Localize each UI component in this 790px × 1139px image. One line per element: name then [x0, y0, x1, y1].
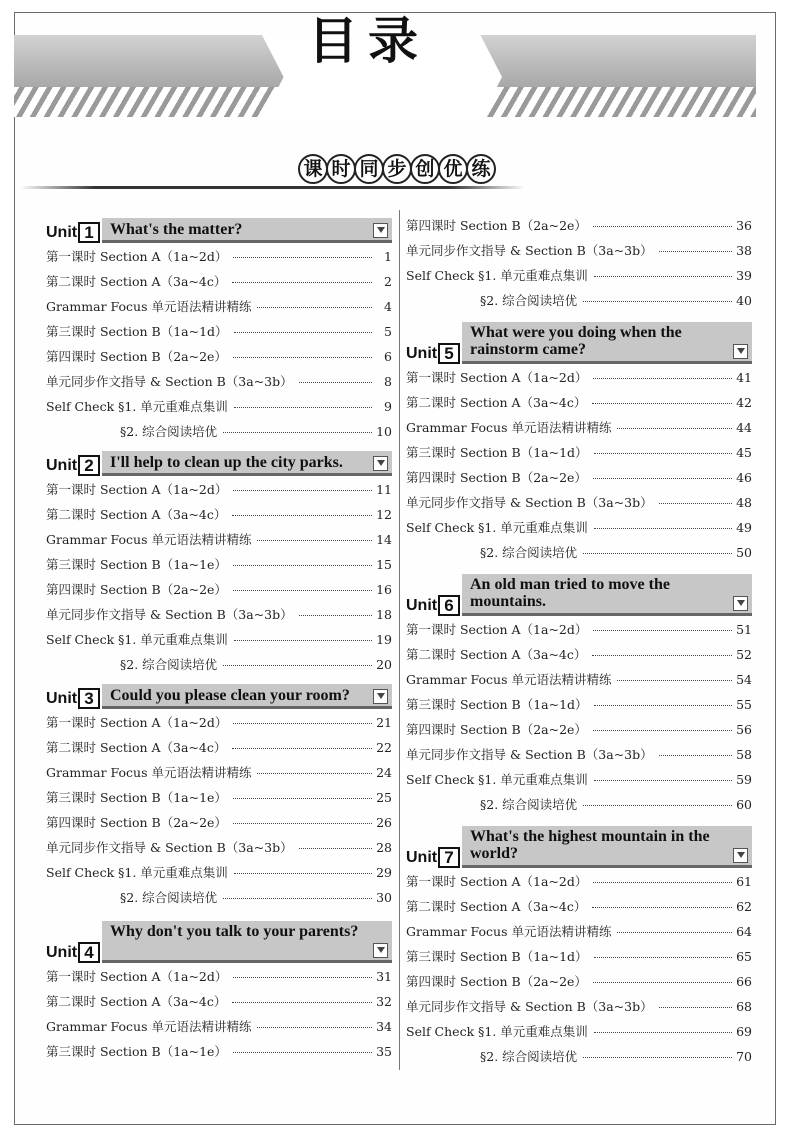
dot-leader [593, 478, 732, 479]
toc-entry[interactable] [46, 272, 392, 297]
toc-left-column [46, 218, 392, 1067]
toc-entry[interactable] [406, 872, 752, 897]
toc-page-number: 6 [384, 349, 392, 364]
toc-page-number: 14 [376, 532, 392, 547]
dot-leader [257, 773, 372, 774]
subtitle-char: 课 [298, 154, 328, 184]
toc-page-number: 61 [736, 874, 752, 889]
toc-entry-label: 第四课时 Section B（2a~2e） [46, 582, 227, 597]
dot-leader [233, 823, 372, 824]
unit-number-badge: 2 [78, 455, 100, 476]
toc-entry-label: 第二课时 Section A（3a~4c） [46, 507, 227, 522]
unit-header[interactable] [46, 218, 392, 243]
toc-entry[interactable] [406, 897, 752, 922]
dot-leader [233, 257, 372, 258]
dot-leader [233, 1052, 372, 1053]
toc-entry[interactable] [46, 580, 392, 605]
subtitle-char: 时 [326, 154, 356, 184]
toc-entry-label: Grammar Focus 单元语法精讲精练 [406, 924, 612, 939]
expand-icon[interactable] [373, 943, 388, 958]
toc-page-number: 68 [736, 999, 752, 1014]
unit-section [46, 921, 392, 1067]
dot-leader [234, 640, 372, 641]
subtitle-char: 创 [410, 154, 440, 184]
toc-page-number: 9 [384, 399, 392, 414]
toc-entry-label: 第二课时 Section A（3a~4c） [46, 274, 227, 289]
unit-title: Why don't you talk to your parents? [110, 923, 359, 940]
toc-page-number: 59 [736, 772, 752, 787]
toc-entry[interactable] [406, 393, 752, 418]
toc-entry-label: 第二课时 Section A（3a~4c） [46, 994, 227, 1009]
expand-icon[interactable] [733, 848, 748, 863]
toc-entry-label: §2. 综合阅读培优 [480, 293, 578, 308]
toc-entry[interactable] [406, 266, 752, 291]
toc-entry[interactable] [46, 347, 392, 372]
toc-entry-label: §2. 综合阅读培优 [480, 545, 578, 560]
toc-entry[interactable] [406, 770, 752, 795]
unit-section [46, 451, 392, 680]
dot-leader [232, 1002, 372, 1003]
toc-page-number: 10 [376, 424, 392, 439]
toc-entry-label: 第四课时 Section B（2a~2e） [406, 974, 587, 989]
toc-page-number: 62 [736, 899, 752, 914]
dot-leader [233, 723, 372, 724]
toc-entry[interactable] [406, 1047, 752, 1072]
toc-entry[interactable] [46, 422, 392, 447]
unit-section [46, 218, 392, 447]
toc-entry-label: 第一课时 Section A（1a~2d） [46, 249, 228, 264]
toc-page-number: 38 [736, 243, 752, 258]
toc-page-number: 11 [376, 482, 392, 497]
unit-section [406, 826, 752, 1072]
dot-leader [659, 251, 732, 252]
toc-entry[interactable] [46, 397, 392, 422]
toc-entry[interactable] [406, 291, 752, 316]
dot-leader [257, 307, 372, 308]
toc-entry[interactable] [406, 443, 752, 468]
unit-number-badge: 1 [78, 222, 100, 243]
toc-entry[interactable] [46, 530, 392, 555]
dot-leader [593, 378, 732, 379]
toc-page-number: 49 [736, 520, 752, 535]
unit-header[interactable] [46, 451, 392, 476]
toc-entry-label: §2. 综合阅读培优 [120, 890, 218, 905]
toc-entry-label: 第二课时 Section A（3a~4c） [406, 395, 587, 410]
toc-entry[interactable] [406, 216, 752, 241]
page-title: 目录 [308, 12, 428, 70]
dot-leader [232, 282, 372, 283]
dot-leader [223, 665, 372, 666]
toc-entry-label: 第四课时 Section B（2a~2e） [46, 815, 227, 830]
subtitle-char: 练 [466, 154, 496, 184]
toc-entry[interactable] [406, 645, 752, 670]
subtitle-char: 同 [354, 154, 384, 184]
toc-page-number: 54 [736, 672, 752, 687]
toc-page-number: 25 [376, 790, 392, 805]
toc-page-number: 45 [736, 445, 752, 460]
toc-page-number: 5 [384, 324, 392, 339]
unit-continuation [406, 216, 752, 316]
dot-leader [593, 630, 732, 631]
dot-leader [257, 540, 372, 541]
toc-page-number: 36 [736, 218, 752, 233]
toc-entry-label: Self Check §1. 单元重难点集训 [406, 772, 588, 787]
dot-leader [299, 615, 372, 616]
toc-page-number: 32 [376, 994, 392, 1009]
toc-entry-label: 单元同步作文指导 & Section B（3a~3b） [46, 840, 293, 855]
toc-page-number: 28 [376, 840, 392, 855]
toc-entry[interactable] [406, 620, 752, 645]
unit-title: What's the matter? [110, 221, 243, 238]
toc-page-number: 58 [736, 747, 752, 762]
toc-entry[interactable] [46, 630, 392, 655]
toc-entry-label: 第三课时 Section B（1a~1d） [406, 445, 588, 460]
toc-entry-label: 单元同步作文指导 & Section B（3a~3b） [46, 374, 293, 389]
toc-entry-label: §2. 综合阅读培优 [120, 657, 218, 672]
toc-entry[interactable] [46, 813, 392, 838]
dot-leader [583, 301, 732, 302]
toc-entry[interactable] [46, 555, 392, 580]
toc-entry[interactable] [46, 372, 392, 397]
toc-entry[interactable] [46, 605, 392, 630]
dot-leader [593, 982, 732, 983]
toc-entry[interactable] [46, 863, 392, 888]
toc-page-number: 16 [376, 582, 392, 597]
toc-entry-label: 第一课时 Section A（1a~2d） [406, 874, 588, 889]
toc-entry-label: §2. 综合阅读培优 [480, 797, 578, 812]
unit-header[interactable] [406, 574, 752, 616]
unit-title-bar [102, 218, 392, 243]
toc-page-number: 35 [376, 1044, 392, 1059]
toc-page-number: 22 [376, 740, 392, 755]
toc-page-number: 20 [376, 657, 392, 672]
dot-leader [594, 453, 732, 454]
unit-title-bar [102, 921, 392, 963]
unit-label: Unit [46, 457, 78, 474]
dot-leader [233, 798, 372, 799]
toc-entry[interactable] [406, 241, 752, 266]
dot-leader [234, 332, 372, 333]
toc-entry-label: 第一课时 Section A（1a~2d） [406, 622, 588, 637]
toc-entry[interactable] [406, 720, 752, 745]
unit-number-badge: 5 [438, 343, 460, 364]
dot-leader [593, 226, 732, 227]
dot-leader [257, 1027, 372, 1028]
toc-page-number: 2 [384, 274, 392, 289]
toc-entry[interactable] [406, 997, 752, 1022]
toc-entry-label: 第三课时 Section B（1a~1d） [406, 697, 588, 712]
toc-right-column [406, 216, 752, 1072]
toc-page-number: 44 [736, 420, 752, 435]
toc-entry-label: 第三课时 Section B（1a~1e） [46, 790, 227, 805]
toc-page-number: 39 [736, 268, 752, 283]
toc-entry[interactable] [46, 763, 392, 788]
toc-entry[interactable] [46, 322, 392, 347]
toc-entry-label: Self Check §1. 单元重难点集训 [406, 268, 588, 283]
toc-page-number: 60 [736, 797, 752, 812]
toc-entry-label: 第三课时 Section B（1a~1d） [46, 324, 228, 339]
toc-entry-label: Grammar Focus 单元语法精讲精练 [46, 1019, 252, 1034]
dot-leader [583, 805, 732, 806]
toc-entry[interactable] [46, 738, 392, 763]
dot-leader [299, 848, 372, 849]
dot-leader [594, 528, 732, 529]
toc-entry-label: Grammar Focus 单元语法精讲精练 [46, 299, 252, 314]
toc-entry[interactable] [406, 418, 752, 443]
toc-entry-label: §2. 综合阅读培优 [480, 1049, 578, 1064]
toc-entry-label: 单元同步作文指导 & Section B（3a~3b） [406, 747, 653, 762]
dot-leader [617, 932, 732, 933]
unit-title-bar [102, 684, 392, 709]
toc-entry[interactable] [406, 795, 752, 820]
toc-entry-label: 第三课时 Section B（1a~1e） [46, 557, 227, 572]
toc-entry-label: 第一课时 Section A（1a~2d） [46, 715, 228, 730]
dot-leader [233, 565, 372, 566]
toc-page-number: 66 [736, 974, 752, 989]
section-subtitle [298, 154, 494, 194]
dot-leader [594, 1032, 732, 1033]
expand-icon[interactable] [733, 344, 748, 359]
dot-leader [594, 780, 732, 781]
unit-label: Unit [406, 597, 438, 614]
toc-entry-label: 第二课时 Section A（3a~4c） [406, 899, 587, 914]
unit-number-badge: 7 [438, 847, 460, 868]
toc-entry-label: 第四课时 Section B（2a~2e） [406, 218, 587, 233]
toc-entry[interactable] [46, 992, 392, 1017]
toc-entry-label: 第二课时 Section A（3a~4c） [46, 740, 227, 755]
toc-entry-label: 单元同步作文指导 & Section B（3a~3b） [406, 243, 653, 258]
toc-page-number: 70 [736, 1049, 752, 1064]
toc-page-number: 18 [376, 607, 392, 622]
dot-leader [592, 907, 732, 908]
toc-page-number: 29 [376, 865, 392, 880]
toc-page-number: 48 [736, 495, 752, 510]
dot-leader [593, 730, 732, 731]
dot-leader [583, 1057, 732, 1058]
toc-entry[interactable] [46, 247, 392, 272]
unit-title-bar [102, 451, 392, 476]
expand-icon[interactable] [733, 596, 748, 611]
toc-entry[interactable] [406, 745, 752, 770]
toc-entry[interactable] [406, 368, 752, 393]
unit-section [406, 574, 752, 820]
dot-leader [234, 407, 372, 408]
dot-leader [594, 957, 732, 958]
dot-leader [233, 490, 372, 491]
expand-icon[interactable] [373, 223, 388, 238]
dot-leader [232, 748, 372, 749]
unit-title-bar [462, 322, 752, 364]
toc-entry[interactable] [46, 788, 392, 813]
toc-entry-label: Self Check §1. 单元重难点集训 [46, 399, 228, 414]
toc-entry[interactable] [406, 1022, 752, 1047]
dot-leader [223, 432, 372, 433]
toc-entry[interactable] [406, 922, 752, 947]
subtitle-char: 步 [382, 154, 412, 184]
toc-entry[interactable] [406, 695, 752, 720]
toc-entry[interactable] [46, 888, 392, 913]
toc-page-number: 69 [736, 1024, 752, 1039]
toc-page-number: 51 [736, 622, 752, 637]
toc-entry-label: 第一课时 Section A（1a~2d） [46, 482, 228, 497]
dot-leader [593, 882, 732, 883]
unit-header[interactable] [406, 826, 752, 868]
toc-page-number: 34 [376, 1019, 392, 1034]
dot-leader [594, 276, 732, 277]
toc-entry-label: 第三课时 Section B（1a~1e） [46, 1044, 227, 1059]
toc-entry[interactable] [46, 480, 392, 505]
toc-entry[interactable] [406, 543, 752, 568]
expand-icon[interactable] [373, 456, 388, 471]
unit-number-badge: 4 [78, 942, 100, 963]
dot-leader [223, 898, 372, 899]
toc-entry[interactable] [46, 713, 392, 738]
toc-page-number: 41 [736, 370, 752, 385]
subtitle-char: 优 [438, 154, 468, 184]
toc-page-number: 42 [736, 395, 752, 410]
toc-entry-label: Grammar Focus 单元语法精讲精练 [406, 672, 612, 687]
toc-page-number: 21 [376, 715, 392, 730]
toc-page-number: 40 [736, 293, 752, 308]
toc-entry-label: Self Check §1. 单元重难点集训 [406, 1024, 588, 1039]
unit-number-badge: 3 [78, 688, 100, 709]
toc-page-number: 12 [376, 507, 392, 522]
toc-page-number: 19 [376, 632, 392, 647]
toc-entry-label: 第四课时 Section B（2a~2e） [406, 722, 587, 737]
unit-title-bar [462, 574, 752, 616]
toc-entry[interactable] [46, 1042, 392, 1067]
unit-header[interactable] [46, 684, 392, 709]
unit-title: I'll help to clean up the city parks. [110, 454, 343, 471]
unit-title: What's the highest mountain in the world? [470, 828, 710, 862]
toc-page-number: 15 [376, 557, 392, 572]
toc-entry[interactable] [406, 947, 752, 972]
toc-page-number: 65 [736, 949, 752, 964]
dot-leader [594, 705, 732, 706]
toc-page-number: 56 [736, 722, 752, 737]
toc-entry-label: 单元同步作文指导 & Section B（3a~3b） [406, 495, 653, 510]
toc-page-number: 26 [376, 815, 392, 830]
toc-page-number: 52 [736, 647, 752, 662]
dot-leader [233, 357, 372, 358]
unit-label: Unit [406, 345, 438, 362]
unit-label: Unit [46, 690, 78, 707]
unit-number-badge: 6 [438, 595, 460, 616]
unit-title: An old man tried to move the mountains. [470, 576, 670, 610]
toc-entry-label: Self Check §1. 单元重难点集训 [46, 632, 228, 647]
toc-entry-label: 第二课时 Section A（3a~4c） [406, 647, 587, 662]
toc-entry-label: 单元同步作文指导 & Section B（3a~3b） [46, 607, 293, 622]
toc-entry-label: 第一课时 Section A（1a~2d） [406, 370, 588, 385]
toc-entry[interactable] [46, 967, 392, 992]
toc-entry-label: 第一课时 Section A（1a~2d） [46, 969, 228, 984]
dot-leader [592, 655, 732, 656]
unit-title: Could you please clean your room? [110, 687, 350, 704]
expand-icon[interactable] [373, 689, 388, 704]
toc-entry-label: Self Check §1. 单元重难点集训 [406, 520, 588, 535]
dot-leader [617, 680, 732, 681]
unit-title: What were you doing when the rainstorm came? [470, 324, 682, 358]
toc-entry-label: Grammar Focus 单元语法精讲精练 [406, 420, 612, 435]
dot-leader [617, 428, 732, 429]
unit-label: Unit [46, 224, 78, 241]
toc-entry-label: Grammar Focus 单元语法精讲精练 [46, 765, 252, 780]
unit-title-bar [462, 826, 752, 868]
unit-header[interactable] [406, 322, 752, 364]
toc-entry-label: 第四课时 Section B（2a~2e） [46, 349, 227, 364]
toc-page-number: 4 [384, 299, 392, 314]
dot-leader [659, 503, 732, 504]
dot-leader [233, 977, 372, 978]
toc-page-number: 8 [384, 374, 392, 389]
dot-leader [592, 403, 732, 404]
dot-leader [233, 590, 372, 591]
toc-page-number: 1 [384, 249, 392, 264]
toc-entry-label: Grammar Focus 单元语法精讲精练 [46, 532, 252, 547]
toc-entry-label: 第三课时 Section B（1a~1d） [406, 949, 588, 964]
unit-header[interactable] [46, 921, 392, 963]
toc-entry[interactable] [46, 1017, 392, 1042]
toc-page-number: 46 [736, 470, 752, 485]
dot-leader [232, 515, 372, 516]
toc-entry[interactable] [46, 505, 392, 530]
dot-leader [659, 755, 732, 756]
toc-entry[interactable] [406, 670, 752, 695]
toc-page-number: 30 [376, 890, 392, 905]
toc-page-number: 50 [736, 545, 752, 560]
dot-leader [659, 1007, 732, 1008]
unit-section [46, 684, 392, 913]
toc-entry[interactable] [406, 493, 752, 518]
toc-page-number: 31 [376, 969, 392, 984]
toc-entry-label: Self Check §1. 单元重难点集训 [46, 865, 228, 880]
dot-leader [583, 553, 732, 554]
toc-entry[interactable] [406, 972, 752, 997]
dot-leader [234, 873, 372, 874]
unit-label: Unit [406, 849, 438, 866]
column-divider [399, 210, 400, 1070]
toc-entry-label: §2. 综合阅读培优 [120, 424, 218, 439]
toc-entry-label: 单元同步作文指导 & Section B（3a~3b） [406, 999, 653, 1014]
toc-page-number: 55 [736, 697, 752, 712]
toc-entry[interactable] [46, 655, 392, 680]
toc-entry[interactable] [406, 518, 752, 543]
unit-section [406, 322, 752, 568]
toc-entry[interactable] [46, 838, 392, 863]
toc-entry-label: 第四课时 Section B（2a~2e） [406, 470, 587, 485]
toc-page-number: 64 [736, 924, 752, 939]
toc-page-number: 24 [376, 765, 392, 780]
dot-leader [299, 382, 372, 383]
unit-label: Unit [46, 944, 78, 961]
toc-entry[interactable] [46, 297, 392, 322]
toc-entry[interactable] [406, 468, 752, 493]
